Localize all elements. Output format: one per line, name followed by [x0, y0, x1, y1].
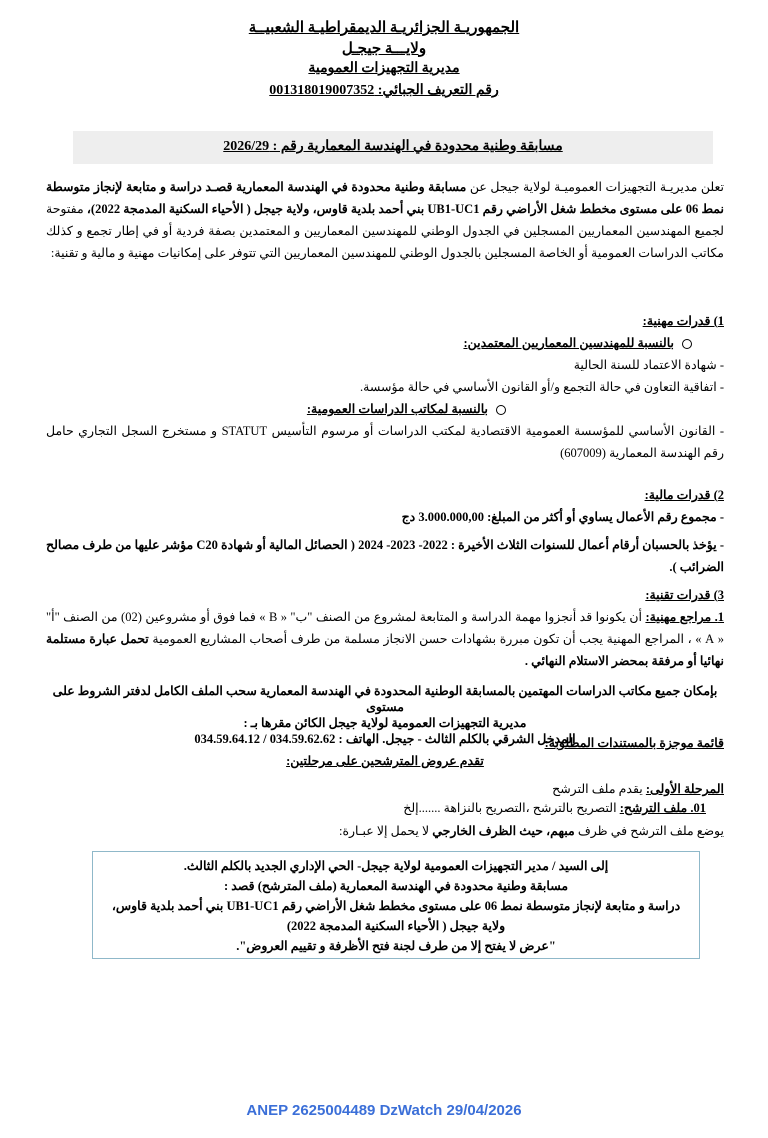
- item-cooperation: - اتفاقية التعاون في حالة التجمع و/أو القانون الأساسي في حالة مؤسسة.: [360, 380, 724, 394]
- withdraw-line-1: بإمكان جميع مكاتب الدراسات المهتمين بالمسابقة الوطنية المحدودة في الهندسة المعمارية سحب الملف الكامل لدفتر الشروط على مستوى: [52, 684, 718, 714]
- candidacy-file-text: التصريح بالترشح ،التصريح بالنزاهة .......إلخ: [403, 801, 617, 815]
- envelope-row: يوضع ملف الترشح في ظرف مبهم، حيث الظرف الخارجي لا يحمل إلا عبـارة:: [339, 824, 724, 838]
- phase-1-block: [46, 778, 724, 842]
- section-1-title: 1) قدرات مهنية:: [642, 314, 724, 328]
- direction-heading: مديرية التجهيزات العمومية: [308, 61, 460, 76]
- circle-bullet-icon: [682, 339, 692, 349]
- withdraw-line-3: المدخل الشرقي بالكلم الثالث - جيجل. الهاتف : 034.59.62.62 / 034.59.64.12: [194, 732, 576, 746]
- item-statute: - القانون الأساسي للمؤسسة العمومية الاقتصادية لمكتب الدراسات أو مرسوم التأسيس STATUT و مستخرج السجل التجاري حامل رقم الهندسة المعمارية (607009): [46, 424, 725, 460]
- phase-1-rest: يقدم ملف الترشح: [552, 782, 643, 796]
- phase-1-title: المرحلة الأولى:: [645, 782, 724, 796]
- intro-rest: مفتوحة لجميع المهندسين المعماريين المسجلين في الجدول الوطني للمهندسين المعماريين و المعتمدين بصفة فردية أو في إطار تجمع و كذلك مكاتب الدراسات العمومية أو الخاصة المسجلين بالجدول الوطني للمهندسين المعماريين التي تتوفر على إمكانيات مهنية و مالية و تقنية:: [46, 202, 724, 260]
- references-bold: تحمل عبارة مستلمة نهائيا أو مرفقة بمحضر الاستلام النهائي .: [46, 632, 724, 668]
- withdraw-line-2: مديرية التجهيزات العمومية لولاية جيجل الكائن مقرها بـ :: [243, 716, 527, 730]
- competition-title: مسابقة وطنية محدودة في الهندسة المعمارية رقم : 2026/29: [223, 139, 563, 154]
- intro-lead: تعلن مديريـة التجهيزات العموميـة لولاية جيجل عن: [469, 180, 724, 194]
- envelope-text-box: [92, 851, 700, 959]
- wilaya-heading: ولايـــة جيجـل: [341, 41, 427, 57]
- item-turnover: - مجموع رقم الأعمال يساوي أو أكثر من المبلغ: 3.000.000,00 دج: [401, 510, 724, 524]
- phases-title: تقدم عروض المترشحين على مرحلتين:: [286, 754, 484, 768]
- box-line-4: ولاية جيجل ( الأحياء السكنية المدمجة 2022): [286, 919, 506, 933]
- intro-paragraph: [46, 176, 724, 264]
- references-text: أن يكونوا قد أنجزوا مهمة الدراسة و المتابعة لمشروع من الصنف "ب" « B » فما فوق أو مشروعين (02) من الصنف "أ" « A » ، المراجع المهنية يجب أن تكون مبررة بشهادات حسن الانجاز مسلمة من طرف أصحاب المشاريع العمومية: [46, 610, 724, 646]
- country-heading: الجمهوريـة الجزائريـة الديمقراطيـة الشعبيــة: [248, 20, 520, 36]
- box-line-1: إلى السيد / مدير التجهيزات العمومية لولاية جيجل- الحي الإداري الجديد بالكلم الثالث.: [183, 859, 609, 873]
- item-years: - يؤخذ بالحسبان أرقام أعمال للسنوات الثلاث الأخيرة : 2022- 2023- 2024 ( الحصائل المالية أو شهادة C20 مؤشر عليها من طرف مصالح الضرائب ).: [46, 538, 724, 574]
- intro-bold: مسابقة وطنية محدودة في الهندسة المعمارية: [235, 180, 467, 194]
- section-financial: [46, 484, 724, 578]
- phase-1-title-row: [46, 778, 724, 800]
- competition-title-bar: [73, 131, 713, 164]
- docs-list-title: قائمة موجزة بالمستندات المطلوبة:: [544, 736, 724, 750]
- footer-reference: ANEP 2625004489 DzWatch 29/04/2026: [246, 1102, 522, 1119]
- section-3-title: 3) قدرات تقنية:: [645, 588, 724, 602]
- section-professional: [46, 310, 724, 464]
- sub-offices: بالنسبة لمكاتب الدراسات العمومية:: [46, 398, 514, 420]
- references-paragraph: [46, 606, 724, 672]
- circle-bullet-icon: [496, 405, 506, 415]
- sub-architects: بالنسبة للمهندسين المعماريين المعتمدين:: [46, 332, 700, 354]
- intro-mid: قصـد دراسة و متابعة لإنجاز متوسطة نمط 06 على مستوى مخطط شغل الأراضي رقم UB1-UC1 بني أحمد بلدية قاوس، ولاية جيجل ( الأحياء السكنية المدمجة 2022)،: [46, 180, 725, 216]
- section-2-title: 2) قدرات مالية:: [644, 488, 724, 502]
- candidacy-file-label: 01. ملف الترشح:: [619, 801, 706, 815]
- nif-heading: رقم التعريف الجبائي: 001318019007352: [269, 83, 499, 98]
- references-label: 1. مراجع مهنية:: [645, 610, 725, 624]
- section-technical: [46, 584, 724, 672]
- docs-list-title-row: [46, 734, 724, 770]
- candidacy-file-row: [46, 800, 706, 816]
- box-line-5: "عرض لا يفتح إلا من طرف لجنة فتح الأظرفة و تقييم العروض".: [236, 939, 556, 953]
- item-accreditation: - شهادة الاعتماد للسنة الحالية: [573, 358, 724, 372]
- box-line-3: دراسة و متابعة لإنجاز متوسطة نمط 06 على مستوى مخطط شغل الأراضي رقم UB1-UC1 بني أحمد بلدية قاوس،: [111, 899, 681, 913]
- box-line-2: مسابقة وطنية محدودة في الهندسة المعمارية (ملف المترشح) قصد :: [223, 879, 569, 893]
